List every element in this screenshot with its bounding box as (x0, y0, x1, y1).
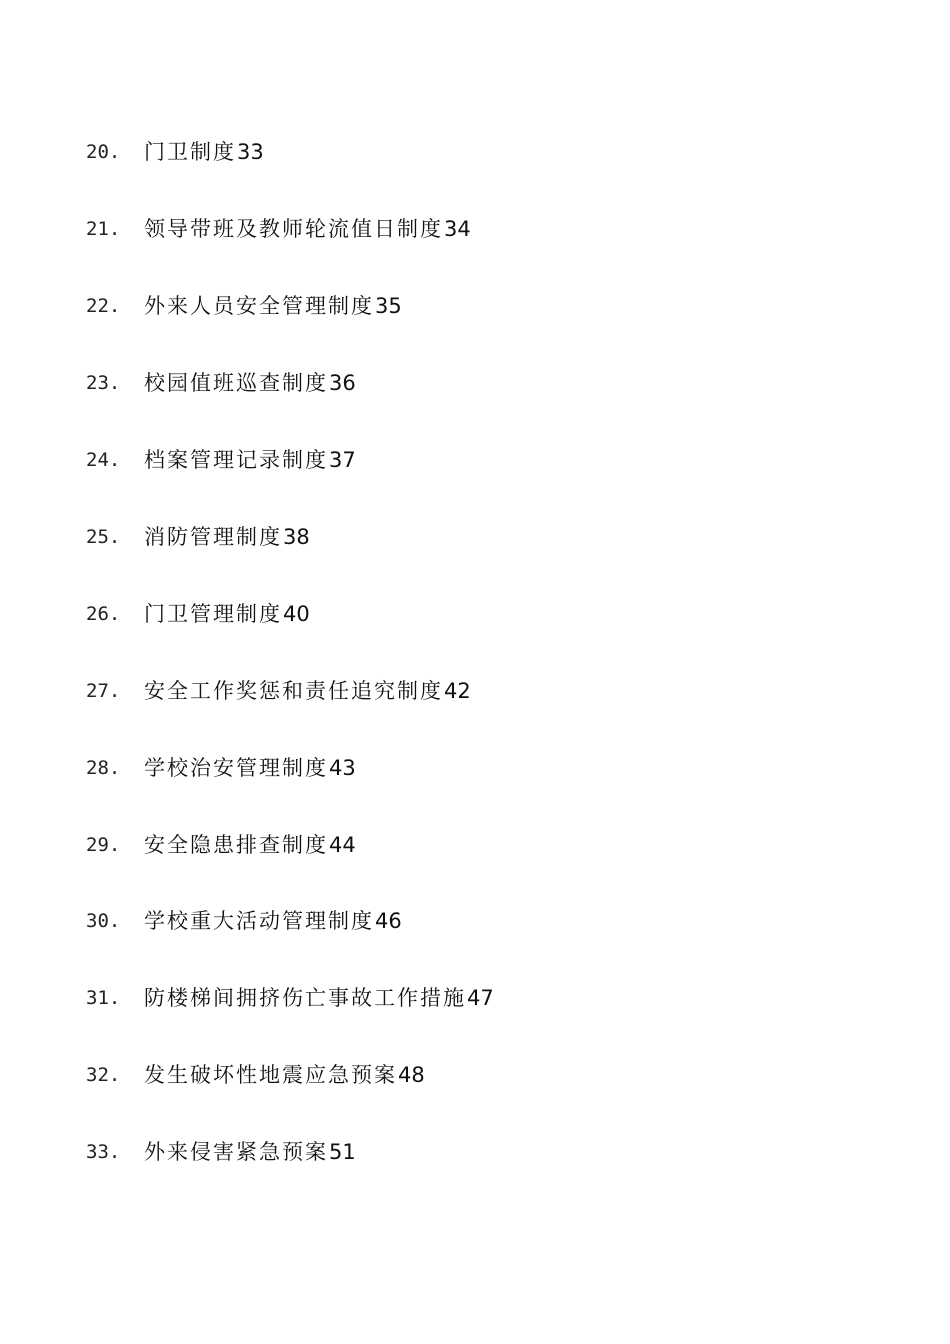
toc-entry-page: 44 (329, 833, 356, 857)
toc-entry-title: 学校重大活动管理制度 (144, 909, 374, 933)
toc-entry-label (144, 980, 494, 1016)
toc-entry-label (144, 211, 471, 247)
toc-entry-title: 学校治安管理制度 (144, 756, 328, 780)
toc-entry-page: 43 (329, 756, 356, 780)
toc-entry-title: 消防管理制度 (144, 525, 282, 549)
toc-entry-number: 22. (86, 295, 121, 317)
toc-entry-number: 24. (86, 449, 121, 471)
toc-entry-page: 38 (283, 525, 310, 549)
toc-entry-page: 36 (329, 371, 356, 395)
toc-entry[interactable] (0, 827, 950, 863)
toc-entry-title: 安全工作奖惩和责任追究制度 (144, 679, 443, 703)
toc-entry[interactable] (0, 750, 950, 786)
toc-entry-label (144, 827, 356, 863)
toc-entry-page: 35 (375, 294, 402, 318)
toc-entry[interactable] (0, 596, 950, 632)
toc-entry[interactable] (0, 903, 950, 939)
toc-entry-label (144, 750, 356, 786)
toc-entry[interactable] (0, 365, 950, 401)
toc-entry-label (144, 519, 310, 555)
toc-entry-title: 门卫制度 (144, 140, 236, 164)
toc-entry-number: 26. (86, 603, 121, 625)
toc-entry-number: 32. (86, 1064, 121, 1086)
toc-entry-number: 27. (86, 680, 121, 702)
toc-entry[interactable] (0, 211, 950, 247)
toc-entry[interactable] (0, 673, 950, 709)
toc-entry-label (144, 1134, 356, 1170)
toc-entry-page: 37 (329, 448, 356, 472)
toc-entry-title: 档案管理记录制度 (144, 448, 328, 472)
toc-entry-title: 发生破坏性地震应急预案 (144, 1063, 397, 1087)
toc-entry-label (144, 365, 356, 401)
toc-entry-page: 42 (444, 679, 471, 703)
toc-entry-title: 外来人员安全管理制度 (144, 294, 374, 318)
toc-entry-page: 46 (375, 909, 402, 933)
toc-entry-title: 门卫管理制度 (144, 602, 282, 626)
toc-entry-title: 安全隐患排查制度 (144, 833, 328, 857)
toc-entry[interactable] (0, 288, 950, 324)
toc-entry[interactable] (0, 1134, 950, 1170)
toc-entry-number: 20. (86, 141, 121, 163)
toc-entry[interactable] (0, 442, 950, 478)
toc-entry[interactable] (0, 519, 950, 555)
toc-entry-number: 25. (86, 526, 121, 548)
toc-entry-title: 领导带班及教师轮流值日制度 (144, 217, 443, 241)
toc-entry-page: 47 (467, 986, 494, 1010)
toc-entry-label (144, 1057, 425, 1093)
toc-entry-title: 外来侵害紧急预案 (144, 1140, 328, 1164)
toc-entry-label (144, 134, 264, 170)
toc-entry-label (144, 903, 402, 939)
toc-entry-number: 33. (86, 1141, 121, 1163)
toc-entry-page: 34 (444, 217, 471, 241)
toc-entry[interactable] (0, 134, 950, 170)
toc-entry-number: 28. (86, 757, 121, 779)
toc-entry[interactable] (0, 1057, 950, 1093)
toc-entry-page: 33 (237, 140, 264, 164)
toc-entry-title: 校园值班巡查制度 (144, 371, 328, 395)
toc-entry-number: 29. (86, 834, 121, 856)
toc-entry[interactable] (0, 980, 950, 1016)
toc-entry-page: 48 (398, 1063, 425, 1087)
toc-entry-number: 30. (86, 910, 121, 932)
toc-entry-page: 51 (329, 1140, 356, 1164)
toc-entry-label (144, 596, 310, 632)
toc-entry-label (144, 673, 471, 709)
toc-entry-number: 21. (86, 218, 121, 240)
toc-entry-title: 防楼梯间拥挤伤亡事故工作措施 (144, 986, 466, 1010)
toc-entry-number: 23. (86, 372, 121, 394)
toc-entry-page: 40 (283, 602, 310, 626)
toc-entry-number: 31. (86, 987, 121, 1009)
toc-entry-label (144, 442, 356, 478)
toc-entry-label (144, 288, 402, 324)
